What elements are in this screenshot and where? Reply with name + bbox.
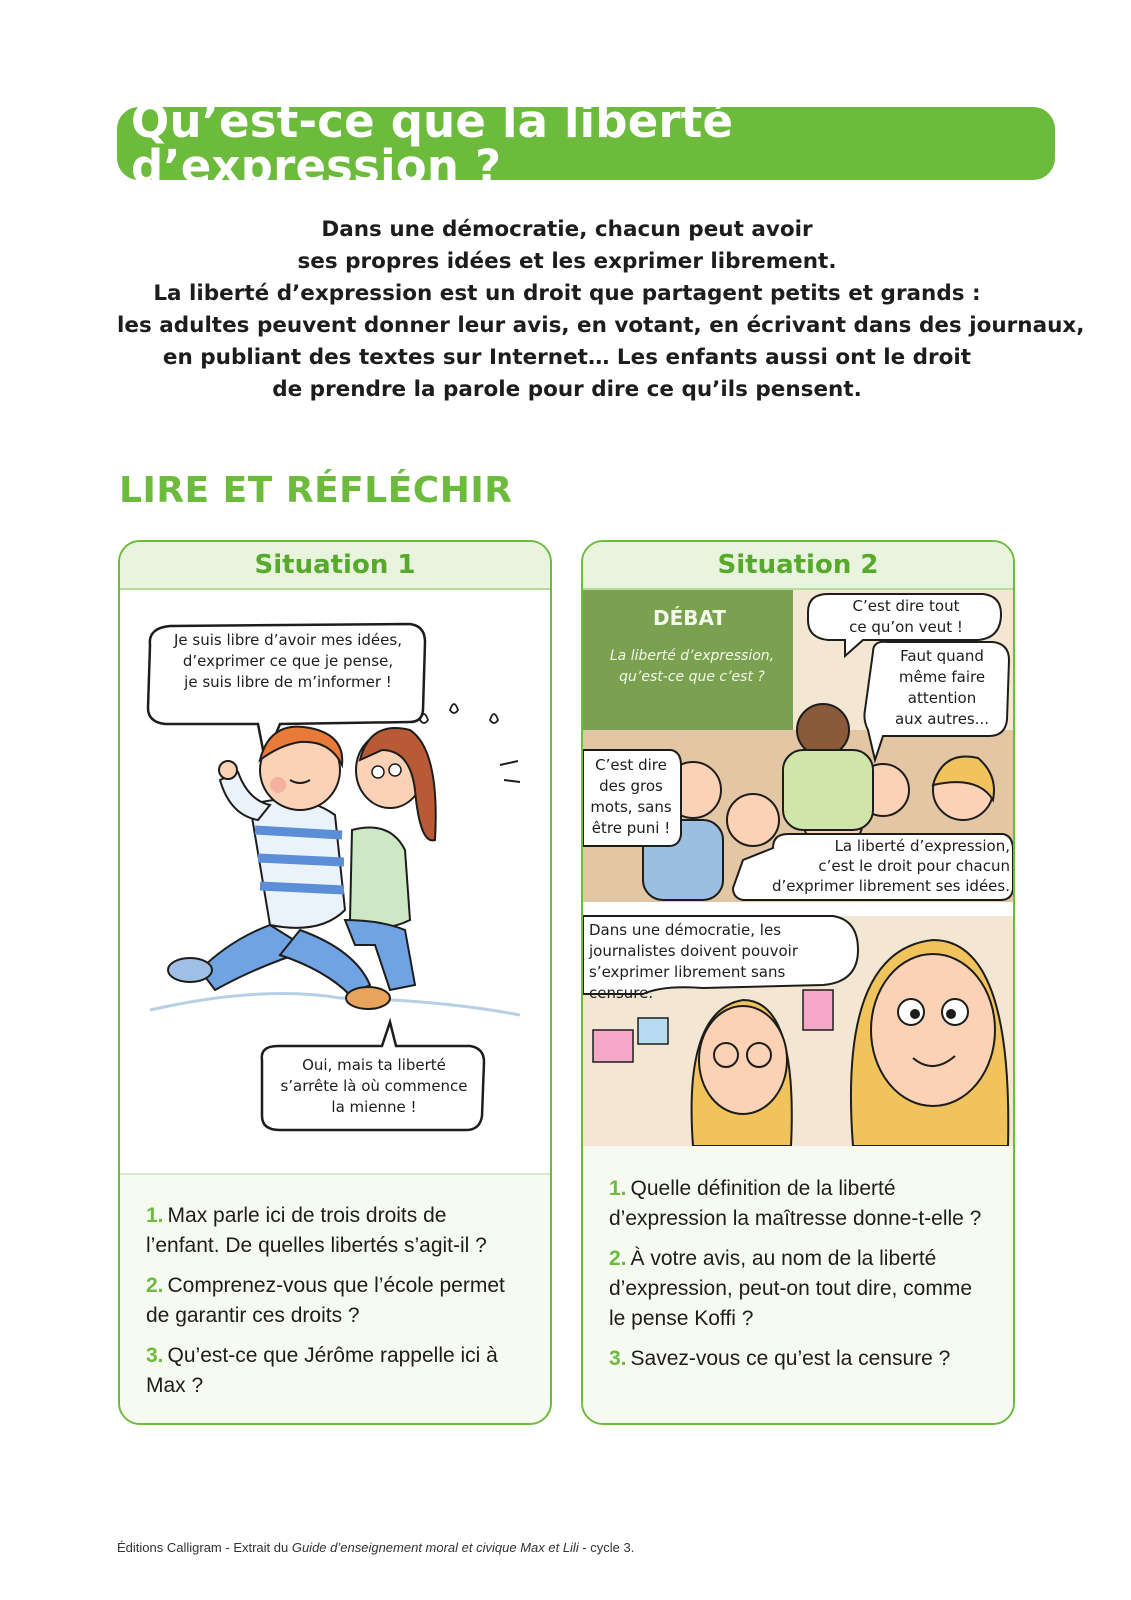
situation-2-header (583, 542, 1013, 590)
bubble-line: des gros (599, 777, 663, 795)
question (609, 1244, 987, 1334)
situation-2-questions (583, 1146, 1013, 1425)
board-title: DÉBAT (653, 606, 727, 630)
bubble-line: s’arrête là où commence (280, 1077, 468, 1095)
section-title: LIRE ET RÉFLÉCHIR (119, 470, 513, 511)
bubble-line: même faire (898, 668, 986, 686)
bubble-line: ce qu’on veut ! (849, 618, 963, 636)
bubble-line: c’est le droit pour chacun (818, 857, 1010, 875)
board-text (597, 646, 787, 688)
question-text: Qu’est-ce que Jérôme rappelle ici à Max ? (146, 1344, 498, 1397)
bubble-line: La liberté d’expression, (834, 837, 1010, 855)
bubble-line: Faut quand (900, 647, 984, 665)
footer-prefix: Éditions Calligram - Extrait du (117, 1540, 292, 1555)
question (609, 1344, 987, 1374)
bubble-line: Je suis libre d’avoir mes idées, (174, 631, 402, 649)
footer-book-title: Guide d’enseignement moral et civique Max et Lili (291, 1540, 579, 1555)
question-number: 3. (609, 1347, 627, 1370)
question-number: 3. (146, 1344, 164, 1367)
situation-1-header (120, 542, 550, 590)
bubble-line: mots, sans (590, 798, 672, 816)
question-text: Savez-vous ce qu’est la censure ? (630, 1347, 951, 1370)
bubble-attention (879, 646, 1005, 730)
question-text: Max parle ici de trois droits de l’enfant. De quelles libertés s’agit-il ? (146, 1204, 487, 1257)
question (146, 1341, 524, 1401)
question-number: 2. (146, 1274, 164, 1297)
jerome-speech-bubble (268, 1055, 480, 1118)
intro-line: de prendre la parole pour dire ce qu’ils pensent. (272, 377, 862, 402)
bubble-line: journalistes doivent pouvoir (589, 942, 799, 960)
question-number: 1. (609, 1177, 627, 1200)
situation-1-questions (120, 1175, 550, 1425)
question-text: À votre avis, au nom de la liberté d’expression, peut-on tout dire, comme le pense Koffi ? (609, 1247, 973, 1330)
bubble-line: être puni ! (591, 819, 671, 837)
bubble-line: d’exprimer librement ses idées. (771, 877, 1010, 895)
question-number: 1. (146, 1204, 164, 1227)
question (146, 1201, 524, 1261)
question (609, 1174, 987, 1234)
situation-2-heading: Situation 2 (717, 550, 879, 580)
question-number: 2. (609, 1247, 627, 1270)
bubble-line: s’exprimer librement sans (589, 963, 786, 981)
bubble-line: aux autres... (894, 710, 990, 728)
question (146, 1271, 524, 1331)
intro-line: en publiant des textes sur Internet… Les enfants aussi ont le droit (162, 345, 972, 370)
bubble-line: je suis libre de m’informer ! (184, 673, 392, 691)
bubble-journalistes (589, 920, 849, 1004)
bubble-line: C’est dire tout (852, 597, 960, 615)
bubble-line: attention (907, 689, 977, 707)
situation-1-heading: Situation 1 (254, 550, 416, 580)
bubble-definition (748, 836, 1010, 896)
footer-suffix: - cycle 3. (578, 1540, 635, 1555)
board-line: La liberté d’expression, (609, 648, 775, 664)
intro-line: les adultes peuvent donner leur avis, en votant, en écrivant dans des journaux, (117, 313, 1085, 338)
bubble-line: d’exprimer ce que je pense, (182, 652, 394, 670)
bubble-tout-dire (815, 596, 997, 638)
page-title: Qu’est-ce que la liberté d’expression ? (131, 94, 734, 193)
question-text: Quelle définition de la liberté d’expression la maîtresse donne-t-elle ? (609, 1177, 982, 1230)
intro-line: Dans une démocratie, chacun peut avoir (321, 217, 813, 242)
board-line: qu’est-ce que c’est ? (619, 669, 765, 685)
title-banner (117, 94, 1055, 193)
bubble-line: C’est dire (595, 756, 667, 774)
bubble-line: la mienne ! (331, 1098, 417, 1116)
situation-2-card (581, 540, 1015, 1425)
intro-text (117, 214, 1085, 406)
bubble-line: Dans une démocratie, les (589, 921, 782, 939)
bubble-gros-mots (583, 755, 679, 839)
footer-credit (117, 1540, 634, 1555)
situation-1-card (118, 540, 552, 1425)
situation-2-illustration (583, 590, 1013, 1146)
bubble-line: censure. (589, 984, 654, 1002)
max-speech-bubble (156, 630, 420, 693)
bubble-line: Oui, mais ta liberté (302, 1056, 446, 1074)
intro-line: La liberté d’expression est un droit que partagent petits et grands : (153, 281, 981, 306)
question-text: Comprenez-vous que l’école permet de garantir ces droits ? (146, 1274, 505, 1327)
situation-1-illustration (120, 590, 550, 1175)
intro-line: ses propres idées et les exprimer librement. (297, 249, 837, 274)
